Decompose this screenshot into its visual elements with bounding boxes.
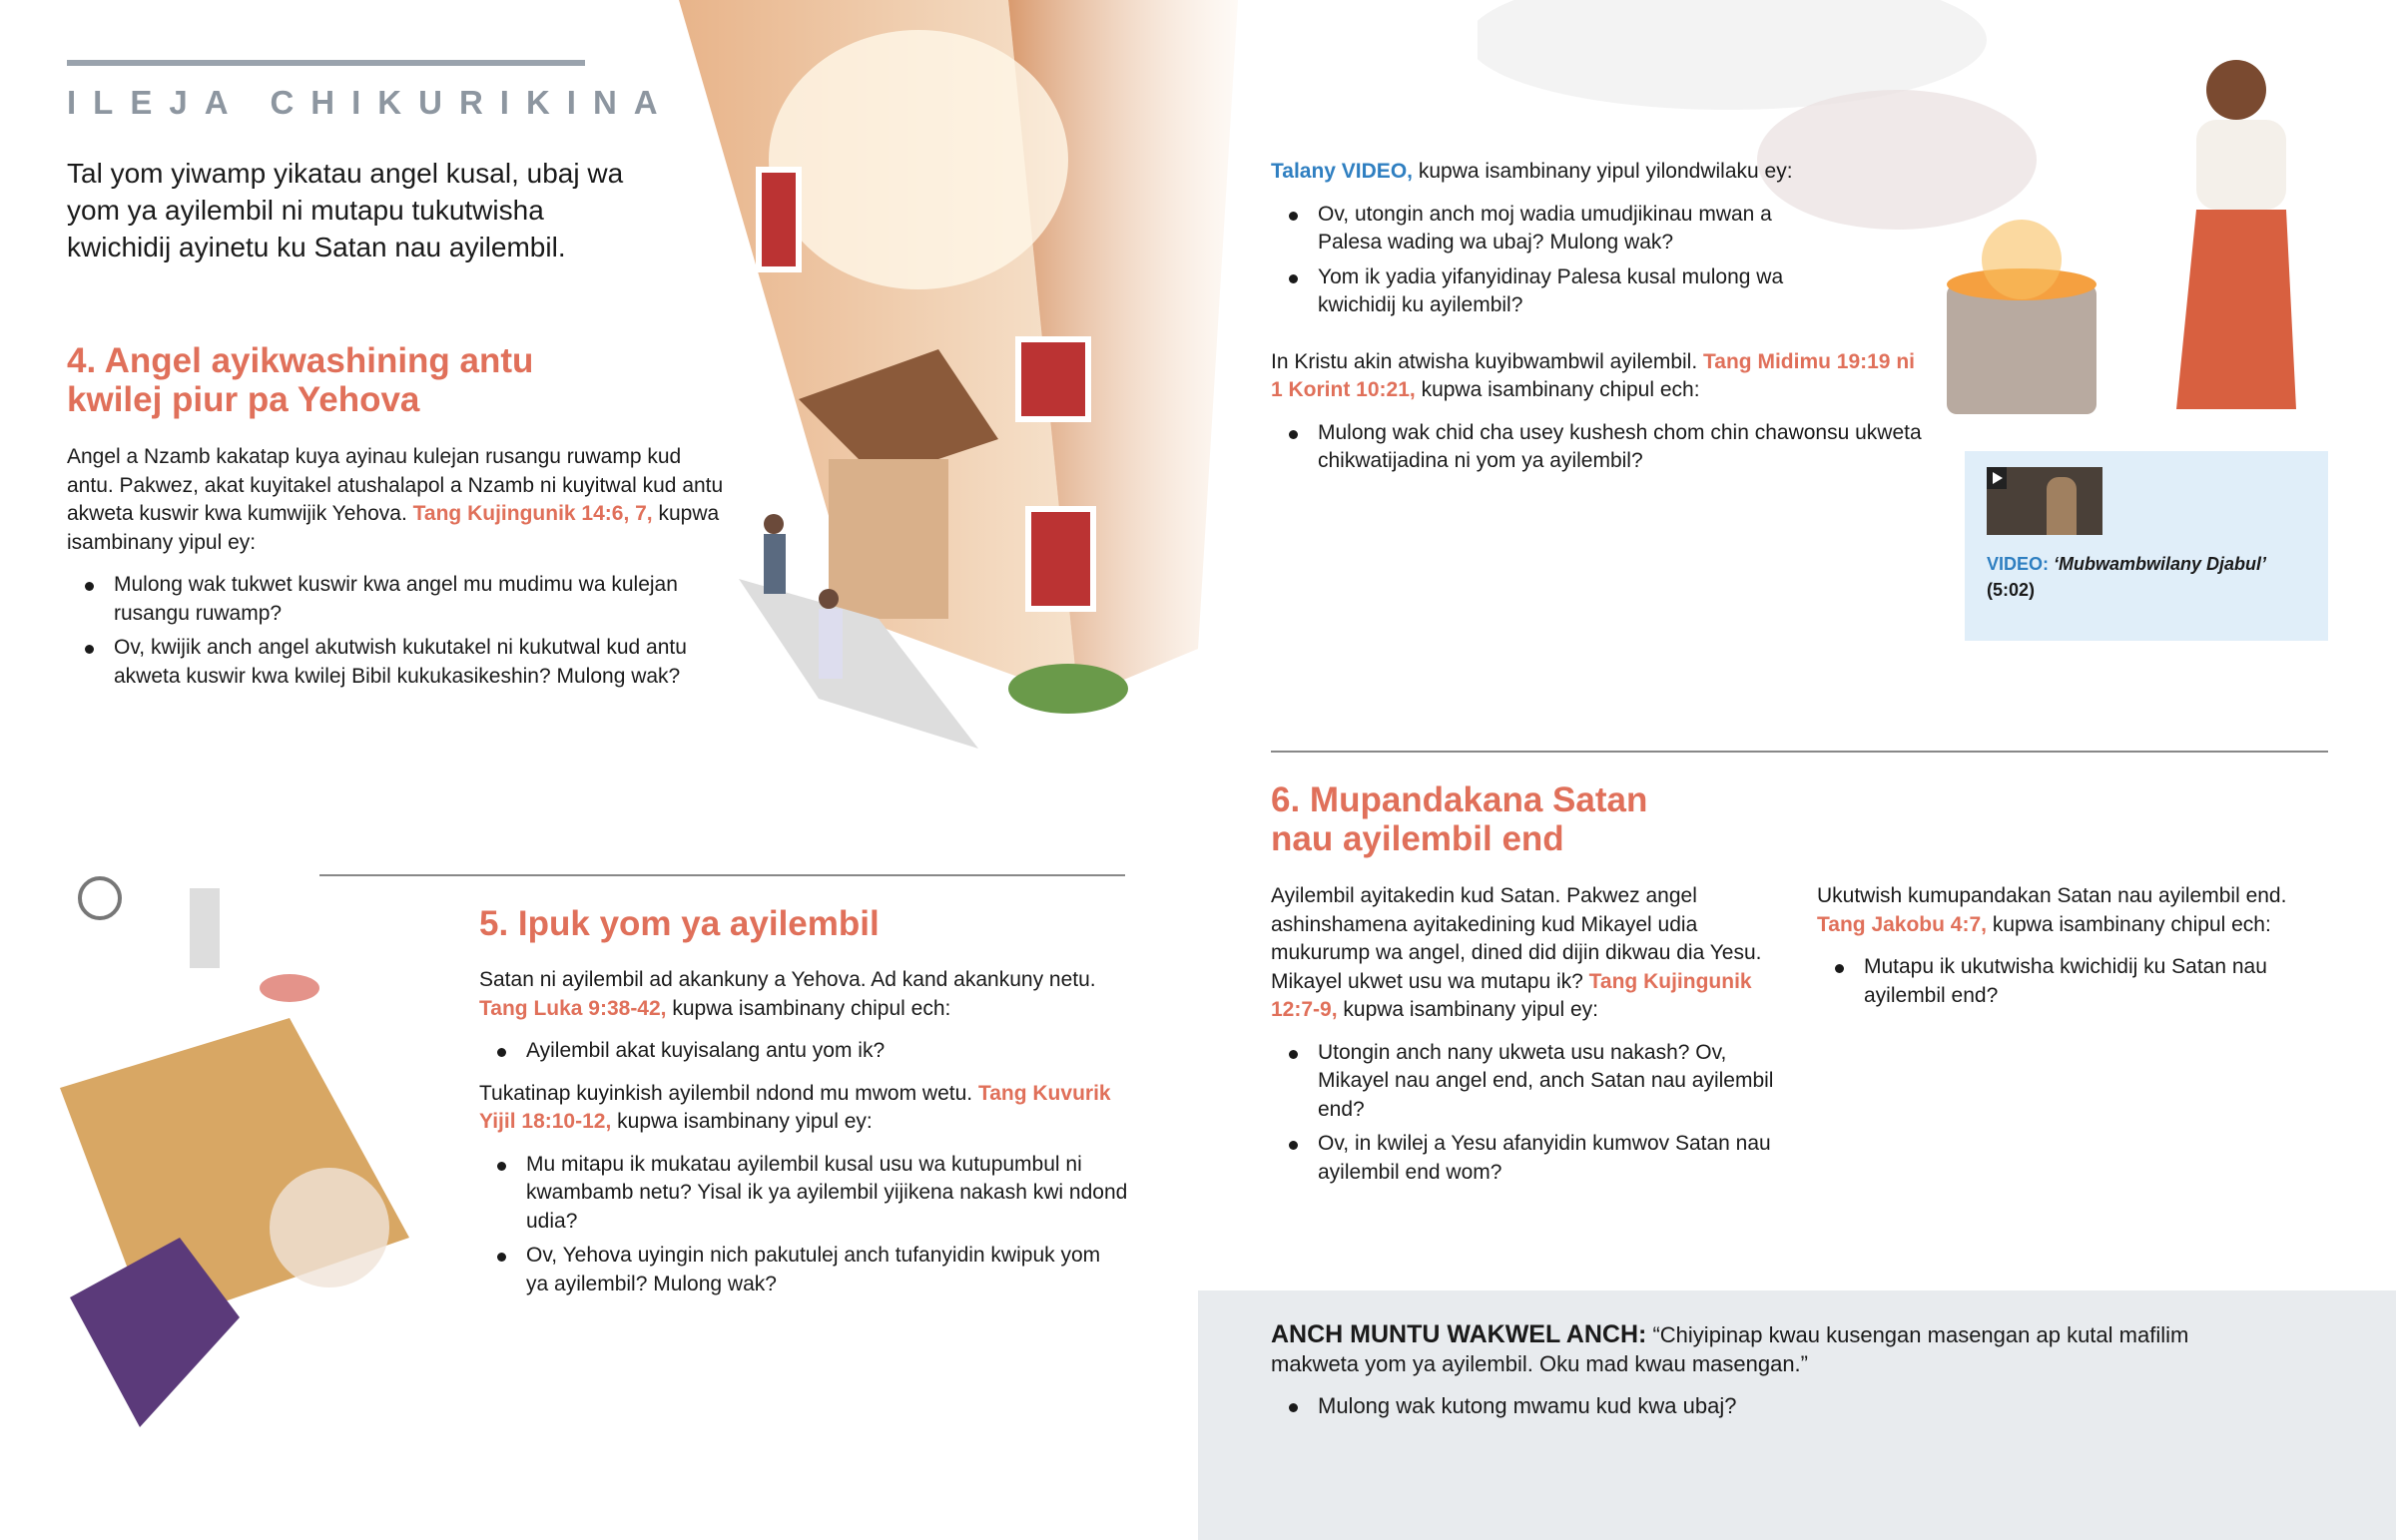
intro-text: Tal yom yiwamp yikatau angel kusal, ubaj wa yom ya ayilembil ni mutapu tukutwisha kwichidij ayinetu ku Satan nau ayilembil. — [67, 158, 624, 262]
list-item: Ov, in kwilej a Yesu afanyidin kumwov Satan nau ayilembil end wom? — [1271, 1130, 1795, 1187]
list-item: Mulong wak tukwet kuswir kwa angel mu mudimu wa kulejan rusangu ruwamp? — [67, 571, 726, 628]
objection-box — [1198, 1290, 2396, 1540]
video-questions: Talany VIDEO, kupwa isambinany yipul yilondwilaku ey: Ov, utongin anch moj wadia umudjikinau mwan a Palesa wading wa ubaj? Mulong wak? Yom ik yadia yifanyidinay Palesa kusal mulong wa kwichidij ku ayilembil? In Kristu akin atwisha kuyibwambwil ayilembil. Tang Midimu 19:19 ni 1 Korint 10:21, kupwa isambinany chipul ech: Mulong wak chid cha usey kushesh chom chin chawonsu ukweta chikwatijadina ni yom ya ayilembil? — [1271, 158, 1930, 476]
video-title[interactable]: ‘Mubwambwilany Djabul’ — [2054, 554, 2267, 574]
section-5-title: 5. Ipuk yom ya ayilembil — [479, 904, 880, 943]
objection-quote: “Chiyipinap kwau kusengan masengan ap kutal mafilim makweta yom ya ayilembil. Oku mad kwau masengan.” — [1271, 1322, 2189, 1376]
list-item: Ov, kwijik anch angel akutwish kukutakel ni kukutwal kud antu akweta kuswir kwa kwilej Bibil kukukasikeshin? Mulong wak? — [67, 634, 706, 691]
section-divider — [1271, 751, 2328, 753]
list-item: Yom ik yadia yifanyidinay Palesa kusal mulong wa kwichidij ku ayilembil? — [1271, 263, 1830, 320]
angel-house-illustration — [679, 0, 1298, 788]
section-4-body: Angel a Nzamb kakatap kuya ayinau kulejan rusangu ruwamp kud antu. Pakwez, akat kuyitakel atushalapol a Nzamb ni kuyitwal kud antu akweta kuswir kwa kumwijik Yehova. Tang Kujingunik 14:6, 7, kupwa isambinany yipul ey: Mulong wak tukwet kuswir kwa angel mu mudimu wa kulejan rusangu ruwamp? Ov, kwijik anch angel akutwish kukutakel ni kukutwal kud antu akweta kuswir kwa kwilej Bibil kukukasikeshin? Mulong wak? — [67, 443, 726, 691]
video-duration: (5:02) — [1987, 580, 2036, 600]
video-label: VIDEO: — [1987, 554, 2050, 574]
scripture-link[interactable]: Tang Midimu 19:19 ni 1 Korint 10:21, — [1271, 349, 1915, 401]
play-icon[interactable] — [1987, 467, 2007, 489]
scripture-link[interactable]: Tang Kujingunik 12:7-9, — [1271, 969, 1752, 1021]
list-item: Mulong wak chid cha usey kushesh chom chin chawonsu ukweta chikwatijadina ni yom ya ayilembil? — [1271, 419, 1930, 476]
list-item: Ov, Yehova uyingin nich pakutulej anch tufanyidin kwipuk yom ya ayilembil? Mulong wak? — [479, 1242, 1128, 1298]
section-6-body-left: Ayilembil ayitakedin kud Satan. Pakwez angel ashinshamena ayitakedining kud Mikayel udia mukurump wa angel, dined did dijin dikwau dia Yesu. Mikayel ukwet usu wa mutapu ik? Tang Kujingunik 12:7-9, kupwa isambinany yipul ey: Utongin anch nany ukweta usu nakash? Ov, Mikayel nau angel end, anch Satan nau ayilembil end? Ov, in kwilej a Yesu afanyidin kumwov Satan nau ayilembil end wom? — [1271, 882, 1795, 1187]
section-5-body: Satan ni ayilembil ad akankuny a Yehova. Ad kand akankuny netu. Tang Luka 9:38-42, kupwa isambinany chipul ech: Ayilembil akat kuyisalang antu yom ik? Tukatinap kuyinkish ayilembil ndond mu mwom wetu. Tang Kuvurik Yijil 18:10-12, kupwa isambinany yipul ey: Mu mitapu ik mukatau ayilembil kusal usu wa kutupumbul ni kwambamb netu? Yisal ik ya ayilembil yijikena nakash kwi ndond udia? Ov, Yehova uyingin nich pakutulej anch tufanyidin kwipuk yom ya ayilembil? Mulong wak? — [479, 966, 1128, 1298]
list-item: Mu mitapu ik mukatau ayilembil kusal usu wa kutupumbul ni kwambamb netu? Yisal ik ya ayilembil yijikena nakash kwi ndond udia? — [479, 1151, 1128, 1237]
list-item: Ov, utongin anch moj wadia umudjikinau mwan a Palesa wading wa ubaj? Mulong wak? — [1271, 201, 1830, 257]
kicker: ILEJA CHIKURIKINA — [67, 84, 675, 121]
video-thumbnail[interactable] — [1987, 467, 2102, 535]
scripture-link[interactable]: Tang Kujingunik 14:6, 7, — [412, 502, 653, 525]
list-item: Utongin anch nany ukweta usu nakash? Ov, Mikayel nau angel end, anch Satan nau ayilembil end? — [1271, 1039, 1795, 1125]
list-item: Mulong wak kutong mwamu kud kwa ubaj? — [1271, 1392, 2249, 1421]
scripture-link[interactable]: Tang Jakobu 4:7, — [1817, 912, 1987, 936]
section-4-title: 4. Angel ayikwashining antu kwilej piur pa Yehova — [67, 341, 534, 419]
list-item: Mutapu ik ukutwisha kwichidij ku Satan nau ayilembil end? — [1817, 953, 2336, 1010]
occult-objects-illustration — [60, 858, 459, 1437]
section-6-body-right: Ukutwish kumupandakan Satan nau ayilembil end. Tang Jakobu 4:7, kupwa isambinany chipul ech: Mutapu ik ukutwisha kwichidij ku Satan nau ayilembil end? — [1817, 882, 2336, 1010]
video-box[interactable] — [1965, 451, 2328, 641]
video-link[interactable]: Talany VIDEO, — [1271, 160, 1413, 183]
kicker-rule — [67, 60, 585, 66]
section-6-title: 6. Mupandakana Satan nau ayilembil end — [1271, 780, 1648, 858]
objection-label: ANCH MUNTU WAKWEL ANCH: — [1271, 1320, 1647, 1348]
scripture-link[interactable]: Tang Kuvurik Yijil 18:10-12, — [479, 1081, 1111, 1133]
scripture-link[interactable]: Tang Luka 9:38-42, — [479, 996, 667, 1020]
list-item: Ayilembil akat kuyisalang antu yom ik? — [479, 1037, 1128, 1066]
